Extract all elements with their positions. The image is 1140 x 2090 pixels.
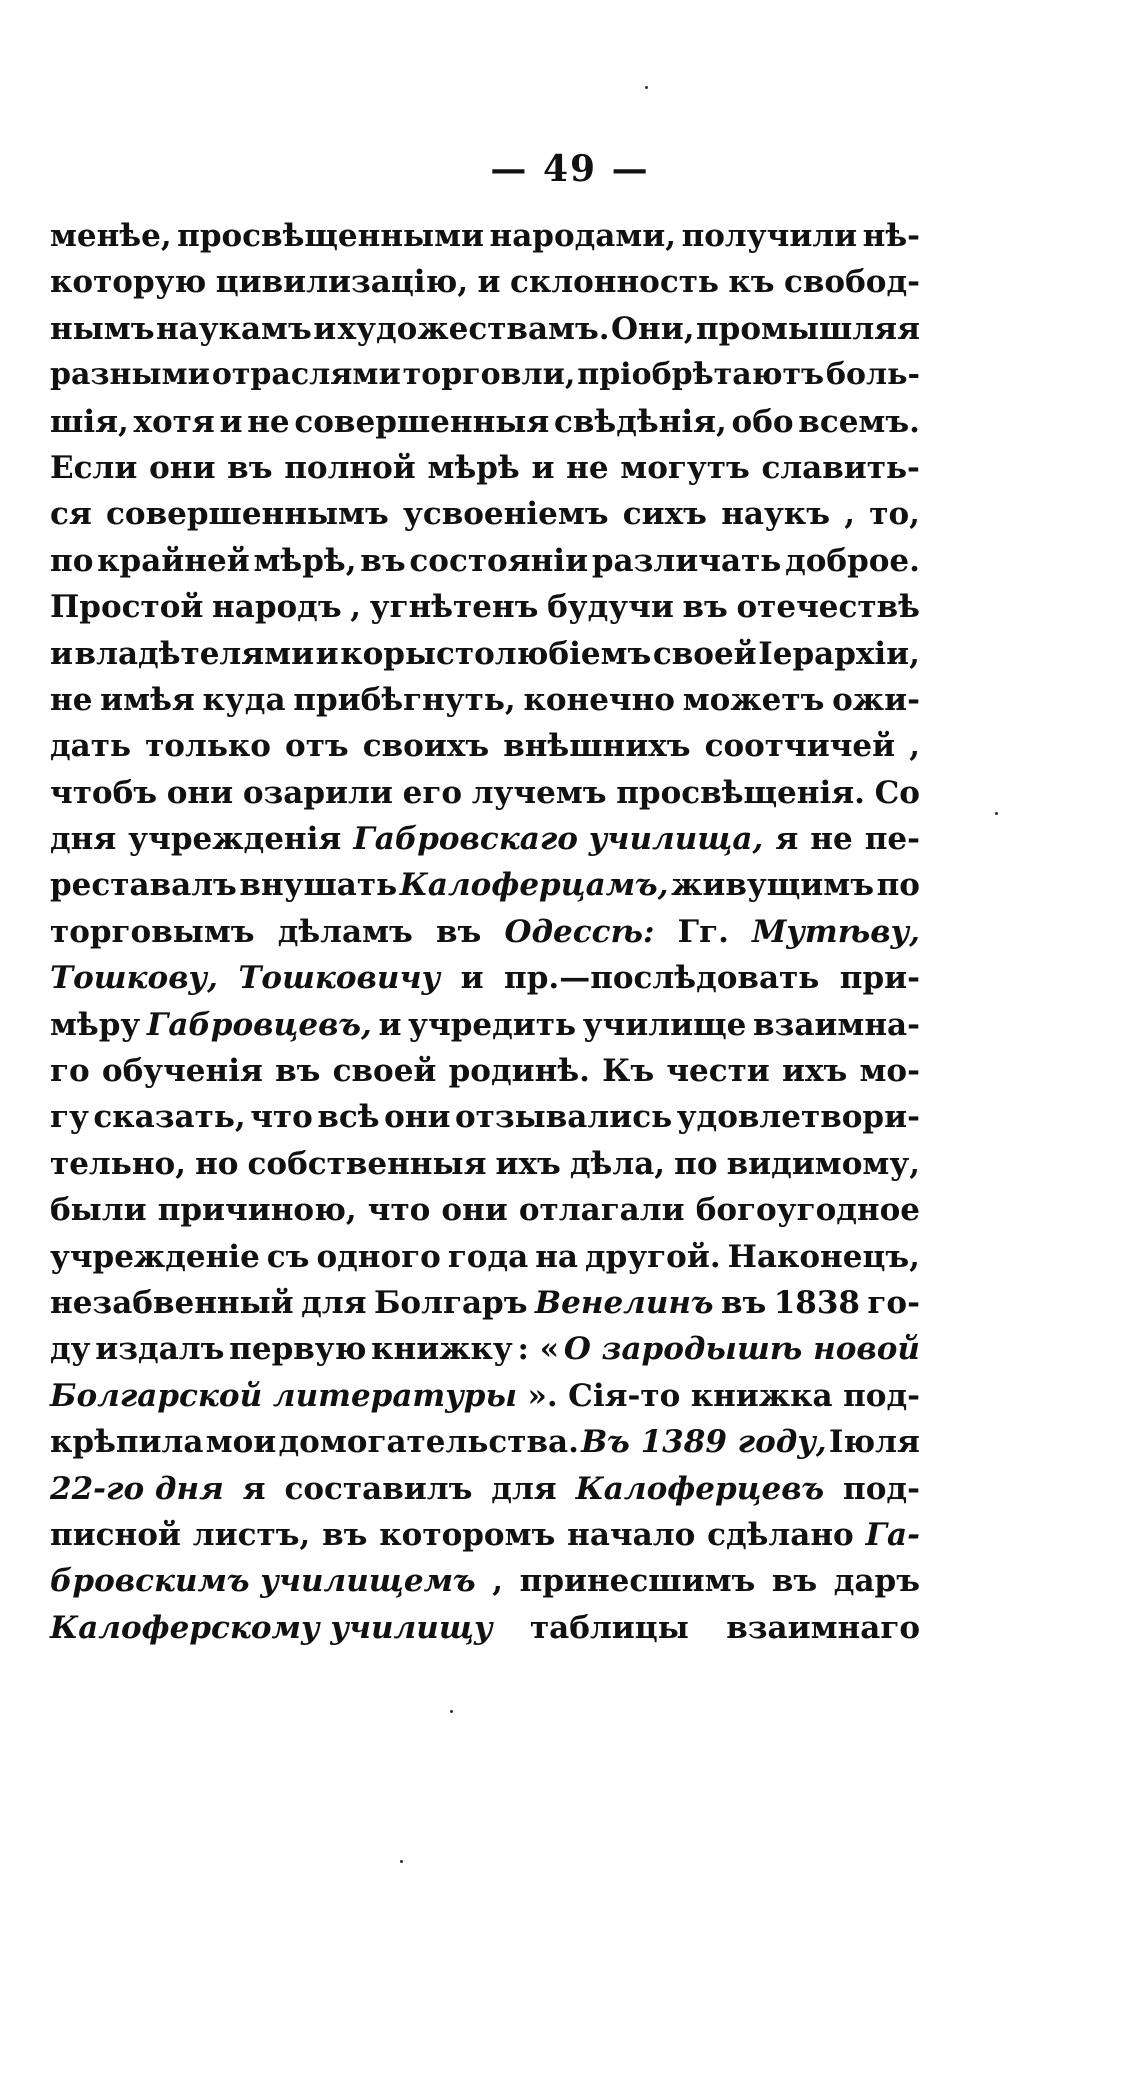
word: составилъ bbox=[284, 1470, 473, 1507]
text-line bbox=[50, 1285, 920, 1331]
word: видимому, bbox=[726, 1145, 920, 1182]
word: дѣла, bbox=[569, 1145, 666, 1182]
text-line bbox=[50, 914, 920, 960]
word: го bbox=[50, 1053, 90, 1090]
text-line bbox=[50, 636, 920, 682]
word: чести bbox=[666, 1053, 770, 1090]
word: принесшимъ bbox=[519, 1563, 756, 1600]
word: по bbox=[50, 542, 94, 579]
word: Сія-то bbox=[568, 1377, 681, 1414]
word: сказать, bbox=[93, 1099, 246, 1136]
word: только bbox=[145, 728, 271, 765]
word: книжку bbox=[371, 1331, 513, 1368]
word: 1838 bbox=[773, 1284, 860, 1321]
word: не bbox=[247, 403, 290, 440]
word: художествамъ. bbox=[337, 310, 610, 347]
italic-word: Калоферцевъ bbox=[575, 1470, 825, 1507]
word: другой. bbox=[584, 1238, 721, 1275]
text-line bbox=[50, 1563, 920, 1609]
word: незабвенный bbox=[50, 1284, 294, 1321]
word: которую bbox=[50, 264, 207, 301]
word: причиною, bbox=[157, 1192, 357, 1229]
text-line bbox=[50, 543, 920, 589]
word: въ bbox=[322, 1516, 368, 1553]
word: состояніи bbox=[409, 542, 589, 579]
word: въ bbox=[360, 542, 406, 579]
text-line bbox=[50, 1610, 920, 1656]
word: съ bbox=[266, 1238, 310, 1275]
word: училище bbox=[582, 1006, 747, 1043]
text-line bbox=[50, 960, 920, 1006]
italic-word: Мутѣву, bbox=[752, 913, 920, 950]
word: то, bbox=[869, 496, 920, 533]
print-speck bbox=[995, 812, 998, 815]
word: въ bbox=[275, 1053, 321, 1090]
word: своихъ bbox=[362, 728, 490, 765]
text-line bbox=[50, 218, 920, 264]
word: домогательства. bbox=[278, 1424, 579, 1461]
word: и bbox=[460, 960, 484, 997]
word: сихъ bbox=[622, 496, 707, 533]
word: , bbox=[492, 1563, 504, 1600]
word: го- bbox=[867, 1284, 920, 1321]
word: доброе. bbox=[785, 542, 920, 579]
word: можетъ bbox=[682, 681, 825, 718]
word: они bbox=[441, 1192, 508, 1229]
text-line bbox=[50, 775, 920, 821]
word: Они, bbox=[611, 310, 695, 347]
word: ду bbox=[50, 1331, 91, 1368]
word: прибѣгнуть, bbox=[293, 681, 516, 718]
word: торговымъ bbox=[50, 913, 255, 950]
word: разными bbox=[50, 357, 210, 393]
word: и bbox=[315, 635, 339, 672]
italic-word: 22-го дня bbox=[50, 1470, 224, 1507]
print-speck bbox=[400, 1860, 403, 1863]
text-line bbox=[50, 357, 920, 403]
word: въ bbox=[227, 449, 273, 486]
word: не bbox=[810, 821, 853, 858]
word: наукъ bbox=[721, 496, 830, 533]
word: хотя bbox=[133, 403, 215, 440]
word: будучи bbox=[547, 589, 674, 626]
text-line bbox=[50, 1099, 920, 1145]
word: лучемъ bbox=[471, 774, 607, 811]
italic-word: Венелинъ bbox=[534, 1284, 714, 1321]
word: не bbox=[50, 681, 93, 718]
word: народами, bbox=[489, 218, 677, 254]
word: совершеннымъ bbox=[106, 496, 389, 533]
word: получили bbox=[681, 218, 858, 254]
word: взаимнаго bbox=[726, 1609, 920, 1646]
word: они bbox=[384, 1099, 451, 1136]
italic-word: Болгарской литературы bbox=[50, 1377, 517, 1414]
text-line bbox=[50, 1146, 920, 1192]
word: я bbox=[775, 821, 799, 858]
word: и bbox=[50, 635, 73, 672]
word: Со bbox=[874, 774, 920, 811]
word: Іюля bbox=[828, 1424, 920, 1461]
text-line bbox=[50, 728, 920, 774]
word: пе- bbox=[864, 821, 920, 858]
word: крайней bbox=[97, 542, 250, 579]
word: учрежденіе bbox=[50, 1238, 260, 1275]
word: и bbox=[313, 310, 337, 347]
text-line bbox=[50, 1007, 920, 1053]
word: могутъ bbox=[620, 449, 750, 486]
word: дать bbox=[50, 728, 131, 765]
word: ихъ bbox=[495, 1145, 561, 1182]
italic-word: Га- bbox=[865, 1516, 920, 1553]
word: всемъ. bbox=[798, 403, 920, 440]
text-line bbox=[50, 1192, 920, 1238]
word: года bbox=[447, 1238, 529, 1275]
word: они bbox=[149, 449, 216, 486]
word: и bbox=[477, 264, 501, 301]
word: въ bbox=[771, 1563, 818, 1600]
word: народъ bbox=[212, 589, 342, 626]
text-line bbox=[50, 450, 920, 496]
word: конечно bbox=[523, 681, 675, 718]
word: что bbox=[367, 1192, 431, 1229]
word: которомъ bbox=[379, 1516, 556, 1553]
word: въ bbox=[720, 1284, 767, 1321]
word: Болгаръ bbox=[373, 1284, 528, 1321]
word: нѣ- bbox=[862, 218, 920, 254]
text-line bbox=[50, 1331, 920, 1377]
word: свобод- bbox=[784, 264, 920, 301]
word: при- bbox=[839, 960, 920, 997]
word: дѣламъ bbox=[277, 913, 413, 950]
print-speck bbox=[645, 86, 648, 89]
text-line bbox=[50, 589, 920, 635]
word: склонность bbox=[509, 264, 719, 301]
word: богоугодное bbox=[695, 1192, 920, 1229]
word: собственныя bbox=[247, 1145, 487, 1182]
word: цивилизацію, bbox=[215, 264, 469, 301]
word: были bbox=[50, 1192, 147, 1229]
word: ». bbox=[527, 1377, 558, 1414]
word: взаимна- bbox=[753, 1006, 920, 1043]
word: пріобрѣтаютъ bbox=[577, 357, 825, 393]
italic-word: бровскимъ училищемъ bbox=[50, 1563, 476, 1600]
text-line bbox=[50, 404, 920, 450]
word: : « bbox=[517, 1331, 560, 1368]
text-line bbox=[50, 264, 920, 310]
word: реставалъ bbox=[50, 867, 237, 904]
word: своей bbox=[332, 1053, 437, 1090]
word: но bbox=[195, 1145, 239, 1182]
text-line bbox=[50, 1517, 920, 1563]
word: его bbox=[402, 774, 462, 811]
word: по bbox=[876, 867, 920, 904]
word: отечествѣ bbox=[736, 589, 920, 626]
word: Если bbox=[50, 449, 138, 486]
word: учрежденія bbox=[128, 821, 342, 858]
word: усвоеніемъ bbox=[402, 496, 609, 533]
word: по bbox=[674, 1145, 718, 1182]
word: угнѣтенъ bbox=[369, 589, 539, 626]
word: мѣру bbox=[50, 1006, 141, 1043]
word: под- bbox=[843, 1377, 920, 1414]
word: имѣя bbox=[100, 681, 195, 718]
word: они bbox=[166, 774, 234, 811]
italic-word: Тошкову, bbox=[50, 960, 218, 997]
italic-word: Тошковичу bbox=[238, 960, 441, 997]
word: гу bbox=[50, 1099, 89, 1136]
word: соотчичей bbox=[704, 728, 896, 765]
word: на bbox=[535, 1238, 578, 1275]
word: удовлетвори- bbox=[676, 1099, 920, 1136]
word: таблицы bbox=[529, 1609, 689, 1646]
word: тельно, bbox=[50, 1145, 186, 1182]
italic-word: Габровцевъ, bbox=[146, 1006, 372, 1043]
word: менѣе, bbox=[50, 218, 172, 254]
word: владѣтелями bbox=[74, 635, 315, 672]
word: совершенныя bbox=[294, 403, 550, 440]
italic-word: Одессѣ: bbox=[504, 913, 655, 950]
word: мои bbox=[205, 1424, 277, 1461]
word: одного bbox=[316, 1238, 441, 1275]
word: ся bbox=[50, 496, 92, 533]
word: Наконецъ, bbox=[727, 1238, 920, 1275]
word: шія, bbox=[50, 403, 129, 440]
body-text bbox=[50, 218, 920, 1656]
italic-word: Габровскаго училища, bbox=[353, 821, 764, 858]
word: куда bbox=[202, 681, 286, 718]
word: сдѣлано bbox=[707, 1516, 854, 1553]
word: и bbox=[219, 403, 243, 440]
page-number: — 49 — bbox=[490, 148, 650, 190]
word: просвѣщенія. bbox=[616, 774, 865, 811]
word: учредить bbox=[408, 1006, 577, 1043]
text-line bbox=[50, 496, 920, 542]
word: , bbox=[350, 589, 362, 626]
word: различать bbox=[591, 542, 782, 579]
text-line bbox=[50, 311, 920, 357]
text-line bbox=[50, 1378, 920, 1424]
text-line bbox=[50, 821, 920, 867]
word: Іерархіи, bbox=[758, 635, 920, 672]
word: боль- bbox=[825, 357, 920, 393]
word: обо bbox=[731, 403, 794, 440]
italic-word: О зародышѣ новой bbox=[563, 1331, 920, 1368]
word: озарили bbox=[242, 774, 393, 811]
italic-word: Въ 1389 году, bbox=[581, 1424, 827, 1461]
word: въ bbox=[682, 589, 728, 626]
word: книжка bbox=[690, 1377, 833, 1414]
word: живущимъ bbox=[671, 867, 875, 904]
word: писной bbox=[50, 1516, 181, 1553]
word: для bbox=[301, 1284, 367, 1321]
word: отраслями bbox=[211, 357, 401, 393]
word: ожи- bbox=[832, 681, 920, 718]
word: отъ bbox=[285, 728, 349, 765]
word: торговли, bbox=[402, 357, 576, 393]
text-line bbox=[50, 1471, 920, 1517]
word: , bbox=[909, 728, 920, 765]
italic-word: Калоферцамъ, bbox=[399, 867, 669, 904]
word: крѣпила bbox=[50, 1424, 204, 1461]
word: всѣ bbox=[317, 1099, 380, 1136]
word: отлагали bbox=[518, 1192, 685, 1229]
print-speck bbox=[450, 1710, 453, 1713]
word: внѣшнихъ bbox=[503, 728, 691, 765]
word: для bbox=[491, 1470, 557, 1507]
word: что bbox=[250, 1099, 313, 1136]
word: Гг. bbox=[677, 913, 729, 950]
word: листъ, bbox=[192, 1516, 311, 1553]
word: славить- bbox=[761, 449, 920, 486]
text-line bbox=[50, 867, 920, 913]
word: нымъ bbox=[50, 310, 155, 347]
text-line bbox=[50, 1239, 920, 1285]
word: корыстолюбіемъ bbox=[340, 635, 652, 672]
word: просвѣщенными bbox=[177, 218, 485, 254]
word: первую bbox=[229, 1331, 367, 1368]
word: и bbox=[531, 449, 555, 486]
word: полной bbox=[284, 449, 416, 486]
word: обученія bbox=[101, 1053, 263, 1090]
word: промышляя bbox=[695, 310, 920, 347]
word: въ bbox=[436, 913, 482, 950]
word: , bbox=[844, 496, 856, 533]
word: пр.—послѣдовать bbox=[504, 960, 820, 997]
word: мо- bbox=[859, 1053, 920, 1090]
word: под- bbox=[843, 1470, 920, 1507]
word: начало bbox=[567, 1516, 696, 1553]
word: внушать bbox=[239, 867, 398, 904]
text-line bbox=[50, 1424, 920, 1470]
word: даръ bbox=[833, 1563, 920, 1600]
text-line bbox=[50, 1053, 920, 1099]
word: Простой bbox=[50, 589, 204, 626]
word: отзывались bbox=[455, 1099, 673, 1136]
word: мѣрѣ bbox=[427, 449, 520, 486]
word: чтобъ bbox=[50, 774, 158, 811]
word: свѣдѣнія, bbox=[553, 403, 727, 440]
word: мѣрѣ, bbox=[253, 542, 357, 579]
italic-word: Калоферскому училищу bbox=[50, 1609, 493, 1646]
word: своей bbox=[652, 635, 757, 672]
word: не bbox=[566, 449, 609, 486]
text-line bbox=[50, 682, 920, 728]
word: ихъ bbox=[782, 1053, 848, 1090]
word: Къ bbox=[602, 1053, 655, 1090]
word: издалъ bbox=[95, 1331, 225, 1368]
word: къ bbox=[728, 264, 775, 301]
word: и bbox=[378, 1006, 402, 1043]
word: я bbox=[242, 1470, 266, 1507]
word: наукамъ bbox=[155, 310, 312, 347]
word: дня bbox=[50, 821, 117, 858]
word: родинѣ. bbox=[448, 1053, 590, 1090]
